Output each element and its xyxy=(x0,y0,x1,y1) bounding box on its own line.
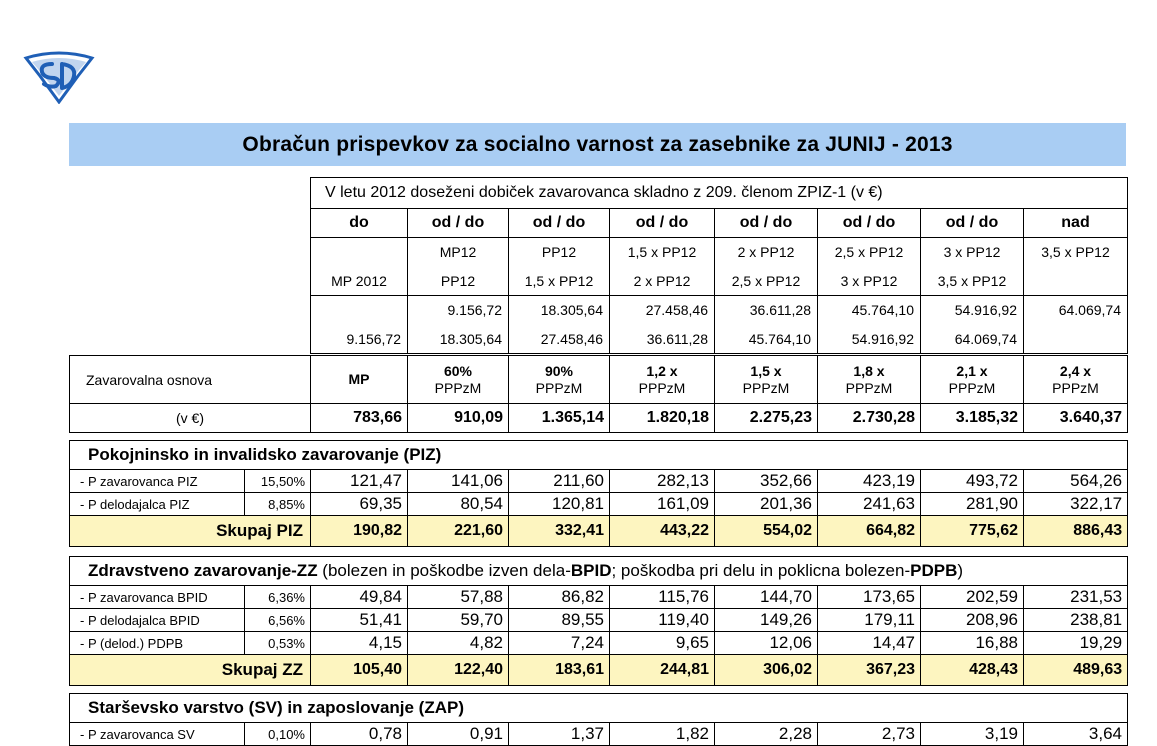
basis-factor-top: MP xyxy=(348,371,370,387)
amount-from-cell: 36.611,28 xyxy=(715,296,818,325)
column-header: od / do xyxy=(715,209,818,238)
row-value: 119,40 xyxy=(610,609,715,632)
basis-factor-bottom: PPPzM xyxy=(948,379,996,396)
page-title: Obračun prispevkov za socialno varnost za zasebnike za JUNIJ - 2013 xyxy=(69,123,1126,166)
row-value: 3,64 xyxy=(1024,723,1128,746)
column-header: od / do xyxy=(818,209,921,238)
basis-value-cell: 3.185,32 xyxy=(921,404,1024,433)
row-value: 7,24 xyxy=(509,632,610,655)
piz-sum-label: Skupaj PIZ xyxy=(70,516,311,547)
row-value: 4,15 xyxy=(311,632,408,655)
basis-factor-bottom: PPPzM xyxy=(845,379,893,396)
row-value: 4,82 xyxy=(408,632,509,655)
basis-factor-bottom: PPPzM xyxy=(434,379,482,396)
range-from-cell: PP12 xyxy=(509,238,610,267)
range-from-cell: 3 x PP12 xyxy=(921,238,1024,267)
income-heading: V letu 2012 doseženi dobiček zavarovanca skladno z 209. členom ZPIZ-1 (v €) xyxy=(311,178,1128,209)
amount-to-cell: 45.764,10 xyxy=(715,325,818,354)
column-header: od / do xyxy=(408,209,509,238)
amount-to-cell xyxy=(1024,325,1128,354)
sum-value: 221,60 xyxy=(408,516,509,547)
amount-from-cell: 18.305,64 xyxy=(509,296,610,325)
sum-value: 332,41 xyxy=(509,516,610,547)
row-value: 202,59 xyxy=(921,586,1024,609)
amount-to-cell: 9.156,72 xyxy=(311,325,408,354)
row-value: 161,09 xyxy=(610,493,715,516)
row-value: 89,55 xyxy=(509,609,610,632)
amount-to-cell: 18.305,64 xyxy=(408,325,509,354)
sum-value: 183,61 xyxy=(509,655,610,686)
row-value: 49,84 xyxy=(311,586,408,609)
range-to-cell: 2 x PP12 xyxy=(610,267,715,296)
row-label: - P (delod.) PDPB xyxy=(70,632,245,655)
range-to-cell: 3,5 x PP12 xyxy=(921,267,1024,296)
row-value: 2,73 xyxy=(818,723,921,746)
basis-factor-bottom: PPPzM xyxy=(535,379,583,396)
row-value: 57,88 xyxy=(408,586,509,609)
row-value: 121,47 xyxy=(311,470,408,493)
sum-value: 122,40 xyxy=(408,655,509,686)
zz-table xyxy=(69,556,1128,686)
row-value: 282,13 xyxy=(610,470,715,493)
basis-value-cell: 2.730,28 xyxy=(818,404,921,433)
column-header: od / do xyxy=(610,209,715,238)
amount-to-cell: 36.611,28 xyxy=(610,325,715,354)
range-to-cell xyxy=(1024,267,1128,296)
row-rate: 0,53% xyxy=(245,632,311,655)
sum-value: 190,82 xyxy=(311,516,408,547)
column-header: od / do xyxy=(509,209,610,238)
sum-value: 489,63 xyxy=(1024,655,1128,686)
row-value: 115,76 xyxy=(610,586,715,609)
row-value: 59,70 xyxy=(408,609,509,632)
sum-value: 244,81 xyxy=(610,655,715,686)
sum-value: 306,02 xyxy=(715,655,818,686)
row-value: 144,70 xyxy=(715,586,818,609)
row-value: 51,41 xyxy=(311,609,408,632)
row-value: 238,81 xyxy=(1024,609,1128,632)
basis-value-cell: 910,09 xyxy=(408,404,509,433)
amount-from-cell: 45.764,10 xyxy=(818,296,921,325)
sum-value: 664,82 xyxy=(818,516,921,547)
row-value: 16,88 xyxy=(921,632,1024,655)
row-value: 201,36 xyxy=(715,493,818,516)
basis-factor-cell xyxy=(610,356,715,404)
row-value: 120,81 xyxy=(509,493,610,516)
table-row xyxy=(70,632,1128,655)
sum-value: 554,02 xyxy=(715,516,818,547)
piz-table xyxy=(69,440,1128,547)
amount-from-cell: 9.156,72 xyxy=(408,296,509,325)
amount-from-cell: 54.916,92 xyxy=(921,296,1024,325)
income-range-table xyxy=(310,177,1128,354)
basis-factor-bottom: PPPzM xyxy=(742,379,790,396)
amount-to-cell: 27.458,46 xyxy=(509,325,610,354)
zz-title-part: (bolezen in poškodbe izven dela- xyxy=(317,561,571,580)
row-rate: 6,56% xyxy=(245,609,311,632)
row-value: 241,63 xyxy=(818,493,921,516)
row-value: 149,26 xyxy=(715,609,818,632)
basis-factor-cell xyxy=(818,356,921,404)
sum-value: 367,23 xyxy=(818,655,921,686)
row-label: - P zavarovanca SV xyxy=(70,723,245,746)
zz-sum-label: Skupaj ZZ xyxy=(70,655,311,686)
table-row xyxy=(70,470,1128,493)
row-value: 423,19 xyxy=(818,470,921,493)
range-to-cell: MP 2012 xyxy=(311,267,408,296)
column-header: do xyxy=(311,209,408,238)
range-to-cell: 2,5 x PP12 xyxy=(715,267,818,296)
row-value: 208,96 xyxy=(921,609,1024,632)
basis-value-cell: 783,66 xyxy=(311,404,408,433)
row-value: 231,53 xyxy=(1024,586,1128,609)
row-rate: 8,85% xyxy=(245,493,311,516)
basis-factor-cell xyxy=(1024,356,1128,404)
basis-factor-top: 2,4 x xyxy=(1059,362,1092,379)
basis-factor-top: 1,8 x xyxy=(853,362,885,379)
row-value: 86,82 xyxy=(509,586,610,609)
row-value: 2,28 xyxy=(715,723,818,746)
row-value: 0,91 xyxy=(408,723,509,746)
basis-label: Zavarovalna osnova xyxy=(70,356,311,404)
basis-factor-bottom: PPPzM xyxy=(1052,379,1099,396)
row-value: 3,19 xyxy=(921,723,1024,746)
row-value: 0,78 xyxy=(311,723,408,746)
piz-section-title: Pokojninsko in invalidsko zavarovanje (PIZ) xyxy=(70,441,1128,470)
zz-title-part: Zdravstveno zavarovanje-ZZ xyxy=(88,561,318,580)
row-value: 1,37 xyxy=(509,723,610,746)
row-value: 322,17 xyxy=(1024,493,1128,516)
basis-factor-top: 1,2 x xyxy=(646,362,678,379)
basis-factor-cell xyxy=(408,356,509,404)
zz-title-part: ; poškodba pri delu in poklicna bolezen- xyxy=(611,561,911,580)
range-from-cell xyxy=(311,238,408,267)
row-value: 173,65 xyxy=(818,586,921,609)
range-from-cell: 1,5 x PP12 xyxy=(610,238,715,267)
table-row xyxy=(70,609,1128,632)
range-to-cell: PP12 xyxy=(408,267,509,296)
sum-value: 428,43 xyxy=(921,655,1024,686)
range-from-cell: MP12 xyxy=(408,238,509,267)
amount-from-cell xyxy=(311,296,408,325)
sum-value: 775,62 xyxy=(921,516,1024,547)
zz-title-part: BPID xyxy=(570,561,612,580)
basis-factor-cell xyxy=(921,356,1024,404)
table-row xyxy=(70,586,1128,609)
column-header: nad xyxy=(1024,209,1128,238)
basis-factor-top: 2,1 x xyxy=(956,362,988,379)
row-value: 564,26 xyxy=(1024,470,1128,493)
basis-factor-top: 90% xyxy=(544,362,574,379)
range-to-cell: 1,5 x PP12 xyxy=(509,267,610,296)
row-value: 14,47 xyxy=(818,632,921,655)
row-value: 19,29 xyxy=(1024,632,1128,655)
basis-factor-bottom: PPPzM xyxy=(638,379,686,396)
row-value: 179,11 xyxy=(818,609,921,632)
sv-section-title: Starševsko varstvo (SV) in zaposlovanje (ZAP) xyxy=(70,694,1128,723)
row-value: 141,06 xyxy=(408,470,509,493)
basis-value-cell: 1.820,18 xyxy=(610,404,715,433)
row-label: - P delodajalca PIZ xyxy=(70,493,245,516)
row-value: 80,54 xyxy=(408,493,509,516)
basis-unit: (v €) xyxy=(70,404,311,433)
basis-factor-cell xyxy=(311,356,408,404)
basis-value-cell: 2.275,23 xyxy=(715,404,818,433)
sum-value: 886,43 xyxy=(1024,516,1128,547)
row-label: - P zavarovanca BPID xyxy=(70,586,245,609)
amount-from-cell: 27.458,46 xyxy=(610,296,715,325)
row-value: 1,82 xyxy=(610,723,715,746)
range-from-cell: 2 x PP12 xyxy=(715,238,818,267)
amount-from-cell: 64.069,74 xyxy=(1024,296,1128,325)
table-row xyxy=(70,493,1128,516)
basis-factor-cell xyxy=(715,356,818,404)
row-value: 493,72 xyxy=(921,470,1024,493)
range-from-cell: 2,5 x PP12 xyxy=(818,238,921,267)
row-label: - P zavarovanca PIZ xyxy=(70,470,245,493)
company-logo xyxy=(22,50,96,104)
row-rate: 0,10% xyxy=(245,723,311,746)
sum-value: 105,40 xyxy=(311,655,408,686)
row-value: 69,35 xyxy=(311,493,408,516)
zz-title-part: ) xyxy=(957,561,964,580)
basis-value-cell: 1.365,14 xyxy=(509,404,610,433)
row-value: 352,66 xyxy=(715,470,818,493)
row-value: 9,65 xyxy=(610,632,715,655)
insurance-basis-table xyxy=(69,355,1128,433)
row-value: 211,60 xyxy=(509,470,610,493)
range-from-cell: 3,5 x PP12 xyxy=(1024,238,1128,267)
basis-value-cell: 3.640,37 xyxy=(1024,404,1128,433)
zz-section-title xyxy=(70,557,1128,586)
row-rate: 15,50% xyxy=(245,470,311,493)
zz-title-part: PDPB xyxy=(910,561,958,580)
basis-factor-top: 1,5 x xyxy=(750,362,782,379)
sum-value: 443,22 xyxy=(610,516,715,547)
range-to-cell: 3 x PP12 xyxy=(818,267,921,296)
amount-to-cell: 54.916,92 xyxy=(818,325,921,354)
amount-to-cell: 64.069,74 xyxy=(921,325,1024,354)
sv-table xyxy=(69,693,1128,746)
row-value: 12,06 xyxy=(715,632,818,655)
basis-factor-cell xyxy=(509,356,610,404)
table-row xyxy=(70,723,1128,746)
column-header: od / do xyxy=(921,209,1024,238)
row-value: 281,90 xyxy=(921,493,1024,516)
row-rate: 6,36% xyxy=(245,586,311,609)
basis-factor-top: 60% xyxy=(443,362,473,379)
row-label: - P delodajalca BPID xyxy=(70,609,245,632)
